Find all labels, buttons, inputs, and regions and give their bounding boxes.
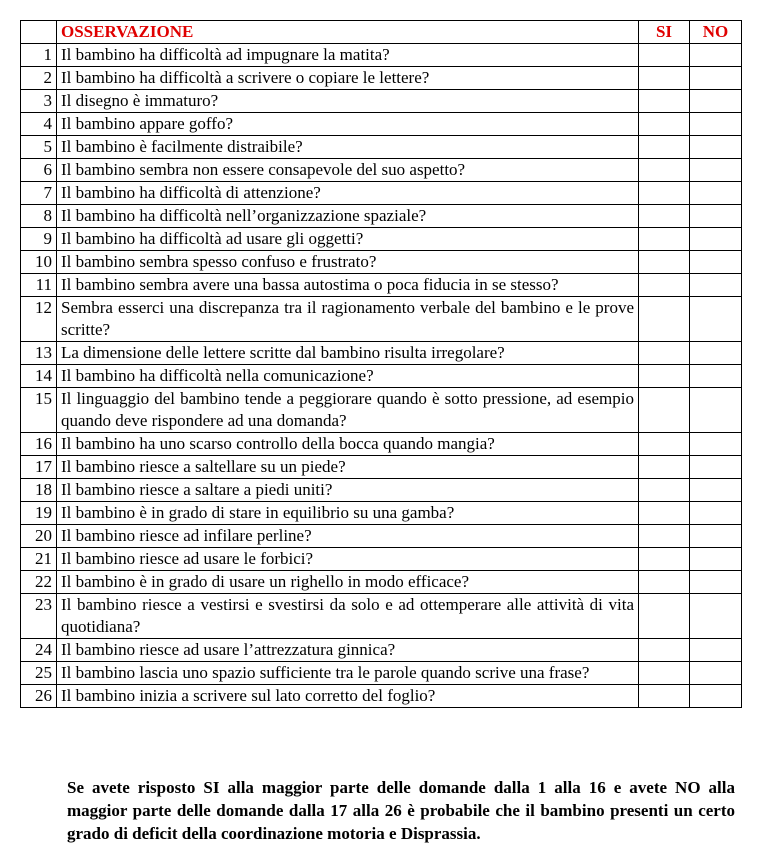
answer-no-cell[interactable] (690, 502, 742, 525)
answer-si-cell[interactable] (639, 90, 690, 113)
row-number: 10 (21, 251, 57, 274)
row-question: Il bambino ha difficoltà di attenzione? (57, 182, 639, 205)
table-row (21, 251, 742, 274)
row-number: 1 (21, 44, 57, 67)
answer-no-cell[interactable] (690, 342, 742, 365)
answer-no-cell[interactable] (690, 228, 742, 251)
answer-si-cell[interactable] (639, 639, 690, 662)
header-observation: OSSERVAZIONE (57, 21, 639, 44)
answer-si-cell[interactable] (639, 136, 690, 159)
answer-no-cell[interactable] (690, 479, 742, 502)
row-question: Il bambino lascia uno spazio sufficiente tra le parole quando scrive una frase? (57, 662, 639, 685)
table-row (21, 502, 742, 525)
row-number: 14 (21, 365, 57, 388)
answer-si-cell[interactable] (639, 365, 690, 388)
table-row (21, 159, 742, 182)
answer-si-cell[interactable] (639, 525, 690, 548)
answer-no-cell[interactable] (690, 525, 742, 548)
row-number: 22 (21, 571, 57, 594)
row-question: Il bambino appare goffo? (57, 113, 639, 136)
table-row (21, 342, 742, 365)
row-number: 17 (21, 456, 57, 479)
answer-si-cell[interactable] (639, 479, 690, 502)
answer-si-cell[interactable] (639, 571, 690, 594)
answer-si-cell[interactable] (639, 548, 690, 571)
row-number: 25 (21, 662, 57, 685)
row-question: Il bambino ha difficoltà a scrivere o copiare le lettere? (57, 67, 639, 90)
answer-no-cell[interactable] (690, 205, 742, 228)
row-number: 5 (21, 136, 57, 159)
answer-si-cell[interactable] (639, 594, 690, 639)
table-row (21, 639, 742, 662)
row-question: Il bambino riesce ad usare l’attrezzatura ginnica? (57, 639, 639, 662)
table-row (21, 594, 742, 639)
answer-no-cell[interactable] (690, 639, 742, 662)
row-number: 16 (21, 433, 57, 456)
row-number: 21 (21, 548, 57, 571)
row-number: 11 (21, 274, 57, 297)
answer-no-cell[interactable] (690, 685, 742, 708)
row-question: Sembra esserci una discrepanza tra il ragionamento verbale del bambino e le prove scritte? (57, 297, 639, 342)
answer-no-cell[interactable] (690, 662, 742, 685)
table-row (21, 525, 742, 548)
row-question: Il bambino è in grado di usare un righello in modo efficace? (57, 571, 639, 594)
row-question: Il bambino riesce a vestirsi e svestirsi da solo e ad ottemperare alle attività di vita quotidiana? (57, 594, 639, 639)
table-row (21, 67, 742, 90)
answer-no-cell[interactable] (690, 388, 742, 433)
answer-si-cell[interactable] (639, 159, 690, 182)
answer-no-cell[interactable] (690, 251, 742, 274)
row-number: 15 (21, 388, 57, 433)
answer-si-cell[interactable] (639, 685, 690, 708)
row-question: Il bambino ha difficoltà nell’organizzazione spaziale? (57, 205, 639, 228)
answer-si-cell[interactable] (639, 388, 690, 433)
table-row (21, 113, 742, 136)
row-question: Il disegno è immaturo? (57, 90, 639, 113)
table-row (21, 433, 742, 456)
table-row (21, 456, 742, 479)
row-question: Il bambino è in grado di stare in equilibrio su una gamba? (57, 502, 639, 525)
row-question: Il bambino riesce a saltellare su un piede? (57, 456, 639, 479)
answer-no-cell[interactable] (690, 274, 742, 297)
row-question: Il bambino ha difficoltà ad impugnare la matita? (57, 44, 639, 67)
table-row (21, 205, 742, 228)
answer-si-cell[interactable] (639, 205, 690, 228)
table-row (21, 365, 742, 388)
answer-si-cell[interactable] (639, 433, 690, 456)
row-question: Il bambino inizia a scrivere sul lato corretto del foglio? (57, 685, 639, 708)
answer-no-cell[interactable] (690, 113, 742, 136)
row-number: 26 (21, 685, 57, 708)
answer-no-cell[interactable] (690, 571, 742, 594)
row-number: 9 (21, 228, 57, 251)
answer-no-cell[interactable] (690, 433, 742, 456)
row-question: Il bambino è facilmente distraibile? (57, 136, 639, 159)
answer-si-cell[interactable] (639, 502, 690, 525)
answer-si-cell[interactable] (639, 228, 690, 251)
row-question: Il bambino sembra spesso confuso e frustrato? (57, 251, 639, 274)
table-row (21, 479, 742, 502)
row-number: 3 (21, 90, 57, 113)
row-number: 24 (21, 639, 57, 662)
table-row (21, 182, 742, 205)
table-row (21, 662, 742, 685)
row-number: 12 (21, 297, 57, 342)
row-number: 13 (21, 342, 57, 365)
row-question: Il bambino riesce ad infilare perline? (57, 525, 639, 548)
answer-no-cell[interactable] (690, 159, 742, 182)
row-number: 18 (21, 479, 57, 502)
answer-si-cell[interactable] (639, 342, 690, 365)
table-row (21, 90, 742, 113)
answer-no-cell[interactable] (690, 182, 742, 205)
table-row (21, 297, 742, 342)
header-no: NO (690, 21, 742, 44)
table-row (21, 685, 742, 708)
answer-si-cell[interactable] (639, 662, 690, 685)
table-row (21, 274, 742, 297)
row-number: 2 (21, 67, 57, 90)
header-number (21, 21, 57, 44)
footnote: Se avete risposto SI alla maggior parte delle domande dalla 1 alla 16 e avete NO alla maggior parte delle domande dalla 17 alla 26 è probabile che il bambino presenti un certo grado di deficit della coordinazione motoria e Disprassia. (67, 778, 735, 843)
answer-no-cell[interactable] (690, 548, 742, 571)
row-question: Il bambino sembra non essere consapevole del suo aspetto? (57, 159, 639, 182)
row-question: Il bambino ha uno scarso controllo della bocca quando mangia? (57, 433, 639, 456)
table-row (21, 228, 742, 251)
table-row (21, 548, 742, 571)
answer-no-cell[interactable] (690, 44, 742, 67)
row-question: Il bambino riesce ad usare le forbici? (57, 548, 639, 571)
row-number: 19 (21, 502, 57, 525)
row-question: Il linguaggio del bambino tende a peggiorare quando è sotto pressione, ad esempio quando deve rispondere ad una domanda? (57, 388, 639, 433)
answer-si-cell[interactable] (639, 251, 690, 274)
answer-si-cell[interactable] (639, 44, 690, 67)
answer-si-cell[interactable] (639, 113, 690, 136)
answer-no-cell[interactable] (690, 136, 742, 159)
table-row (21, 571, 742, 594)
table-row (21, 388, 742, 433)
answer-si-cell[interactable] (639, 297, 690, 342)
row-number: 7 (21, 182, 57, 205)
answer-no-cell[interactable] (690, 67, 742, 90)
answer-si-cell[interactable] (639, 274, 690, 297)
header-row (21, 21, 742, 44)
answer-no-cell[interactable] (690, 90, 742, 113)
answer-no-cell[interactable] (690, 365, 742, 388)
answer-no-cell[interactable] (690, 456, 742, 479)
row-question: Il bambino ha difficoltà ad usare gli oggetti? (57, 228, 639, 251)
table-row (21, 136, 742, 159)
answer-si-cell[interactable] (639, 456, 690, 479)
answer-no-cell[interactable] (690, 297, 742, 342)
answer-no-cell[interactable] (690, 594, 742, 639)
row-question: Il bambino sembra avere una bassa autostima o poca fiducia in se stesso? (57, 274, 639, 297)
row-question: Il bambino riesce a saltare a piedi uniti? (57, 479, 639, 502)
answer-si-cell[interactable] (639, 182, 690, 205)
row-question: Il bambino ha difficoltà nella comunicazione? (57, 365, 639, 388)
row-number: 6 (21, 159, 57, 182)
row-number: 8 (21, 205, 57, 228)
row-number: 23 (21, 594, 57, 639)
row-number: 20 (21, 525, 57, 548)
header-si: SI (639, 21, 690, 44)
row-question: La dimensione delle lettere scritte dal bambino risulta irregolare? (57, 342, 639, 365)
answer-si-cell[interactable] (639, 67, 690, 90)
row-number: 4 (21, 113, 57, 136)
observation-table (20, 20, 742, 708)
table-row (21, 44, 742, 67)
